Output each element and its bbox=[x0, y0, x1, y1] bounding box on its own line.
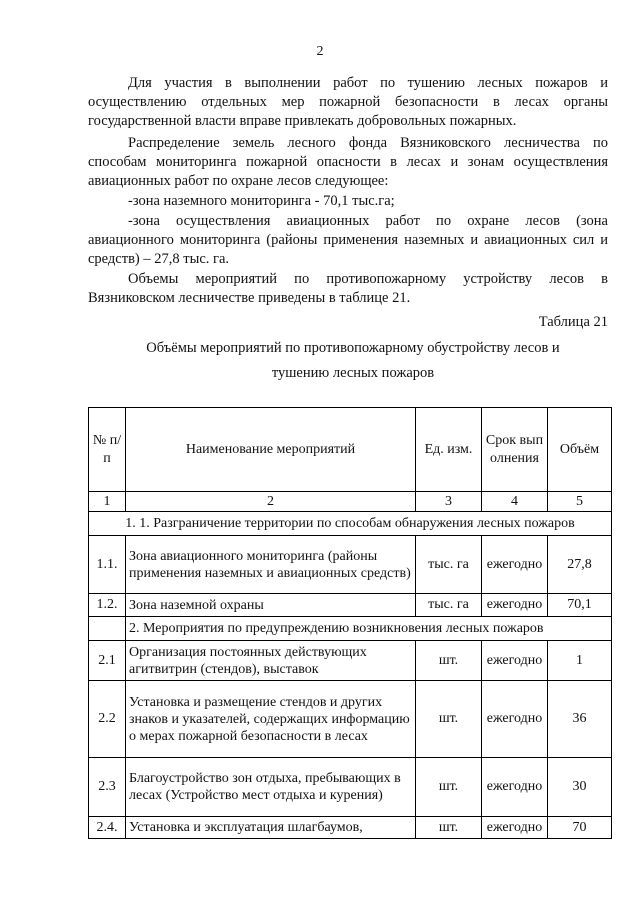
row-unit: тыс. га bbox=[416, 536, 482, 594]
row-unit: шт. bbox=[416, 681, 482, 758]
row-volume: 27,8 bbox=[548, 536, 612, 594]
row-num: 2.2 bbox=[89, 681, 126, 758]
row-unit: шт. bbox=[416, 758, 482, 817]
row-num: 2.4. bbox=[89, 817, 126, 839]
row-num: 1.2. bbox=[89, 594, 126, 617]
column-number-row bbox=[89, 492, 612, 512]
row-term: ежегодно bbox=[482, 536, 548, 594]
section-row bbox=[89, 617, 612, 641]
column-number: 5 bbox=[548, 492, 612, 512]
row-term: ежегодно bbox=[482, 758, 548, 817]
header-volume: Объём bbox=[548, 408, 612, 492]
row-name: Зона наземной охраны bbox=[126, 594, 416, 617]
row-unit: шт. bbox=[416, 641, 482, 681]
section-1-title: 1. 1. Разграничение территории по способам обнаружения лесных пожаров bbox=[89, 512, 612, 536]
section-2-blank bbox=[89, 617, 126, 641]
header-unit: Ед. изм. bbox=[416, 408, 482, 492]
header-name: Наименование мероприятий bbox=[126, 408, 416, 492]
page-number: 2 bbox=[316, 44, 324, 59]
paragraph-volunteer-firefighters: Для участия в выполнении работ по тушению лесных пожаров и осуществлению отдельных мер пожарной безопасности в лесах органы государственной власти вправе привлекать добровольных пожарных. bbox=[88, 75, 608, 129]
table-row bbox=[89, 817, 612, 839]
table-label: Таблица 21 bbox=[538, 314, 608, 330]
table-row bbox=[89, 758, 612, 817]
row-name: Организация постоянных действующих агитвитрин (стендов), выставок bbox=[126, 641, 416, 681]
header-term: Срок выполнения bbox=[482, 408, 548, 492]
paragraph-aviation-zone: -зона осуществления авиационных работ по охране лесов (зона авиационного мониторинга (районы применения наземных и авиационных сил и средств) – 27,8 тыс. га. bbox=[88, 213, 608, 267]
section-2-title: 2. Мероприятия по предупреждению возникновения лесных пожаров bbox=[126, 617, 612, 641]
paragraph-table-reference: Объемы мероприятий по противопожарному устройству лесов в Вязниковском лесничестве приведены в таблице 21. bbox=[88, 271, 608, 306]
row-volume: 30 bbox=[548, 758, 612, 817]
column-number: 3 bbox=[416, 492, 482, 512]
row-term: ежегодно bbox=[482, 594, 548, 617]
row-term: ежегодно bbox=[482, 641, 548, 681]
table-row bbox=[89, 681, 612, 758]
row-num: 1.1. bbox=[89, 536, 126, 594]
column-number: 2 bbox=[126, 492, 416, 512]
table-header-row bbox=[89, 408, 612, 492]
row-name: Установка и размещение стендов и других знаков и указателей, содержащих информацию о мерах пожарной безопасности в лесах bbox=[126, 681, 416, 758]
row-name: Установка и эксплуатация шлагбаумов, bbox=[126, 817, 416, 839]
column-number: 1 bbox=[89, 492, 126, 512]
table-title-line-2: тушению лесных пожаров bbox=[271, 365, 435, 381]
row-term: ежегодно bbox=[482, 681, 548, 758]
header-num: № п/п bbox=[89, 408, 126, 492]
table-row bbox=[89, 641, 612, 681]
row-unit: шт. bbox=[416, 817, 482, 839]
column-number: 4 bbox=[482, 492, 548, 512]
paragraph-ground-zone: -зона наземного мониторинга - 70,1 тыс.га; bbox=[128, 193, 395, 209]
section-row bbox=[89, 512, 612, 536]
row-term: ежегодно bbox=[482, 817, 548, 839]
row-volume: 70 bbox=[548, 817, 612, 839]
table-row bbox=[89, 536, 612, 594]
measures-table bbox=[88, 407, 612, 839]
row-volume: 36 bbox=[548, 681, 612, 758]
row-num: 2.3 bbox=[89, 758, 126, 817]
row-volume: 70,1 bbox=[548, 594, 612, 617]
row-num: 2.1 bbox=[89, 641, 126, 681]
row-volume: 1 bbox=[548, 641, 612, 681]
row-name: Зона авиационного мониторинга (районы применения наземных и авиационных средств) bbox=[126, 536, 416, 594]
row-name: Благоустройство зон отдыха, пребывающих в лесах (Устройство мест отдыха и курения) bbox=[126, 758, 416, 817]
table-title-line-1: Объёмы мероприятий по противопожарному обустройству лесов и bbox=[146, 340, 560, 356]
paragraph-land-distribution: Распределение земель лесного фонда Вязниковского лесничества по способам мониторинга пожарной опасности в лесах и зонам осуществления авиационных работ по охране лесов следующее: bbox=[88, 135, 608, 189]
table-row bbox=[89, 594, 612, 617]
row-unit: тыс. га bbox=[416, 594, 482, 617]
